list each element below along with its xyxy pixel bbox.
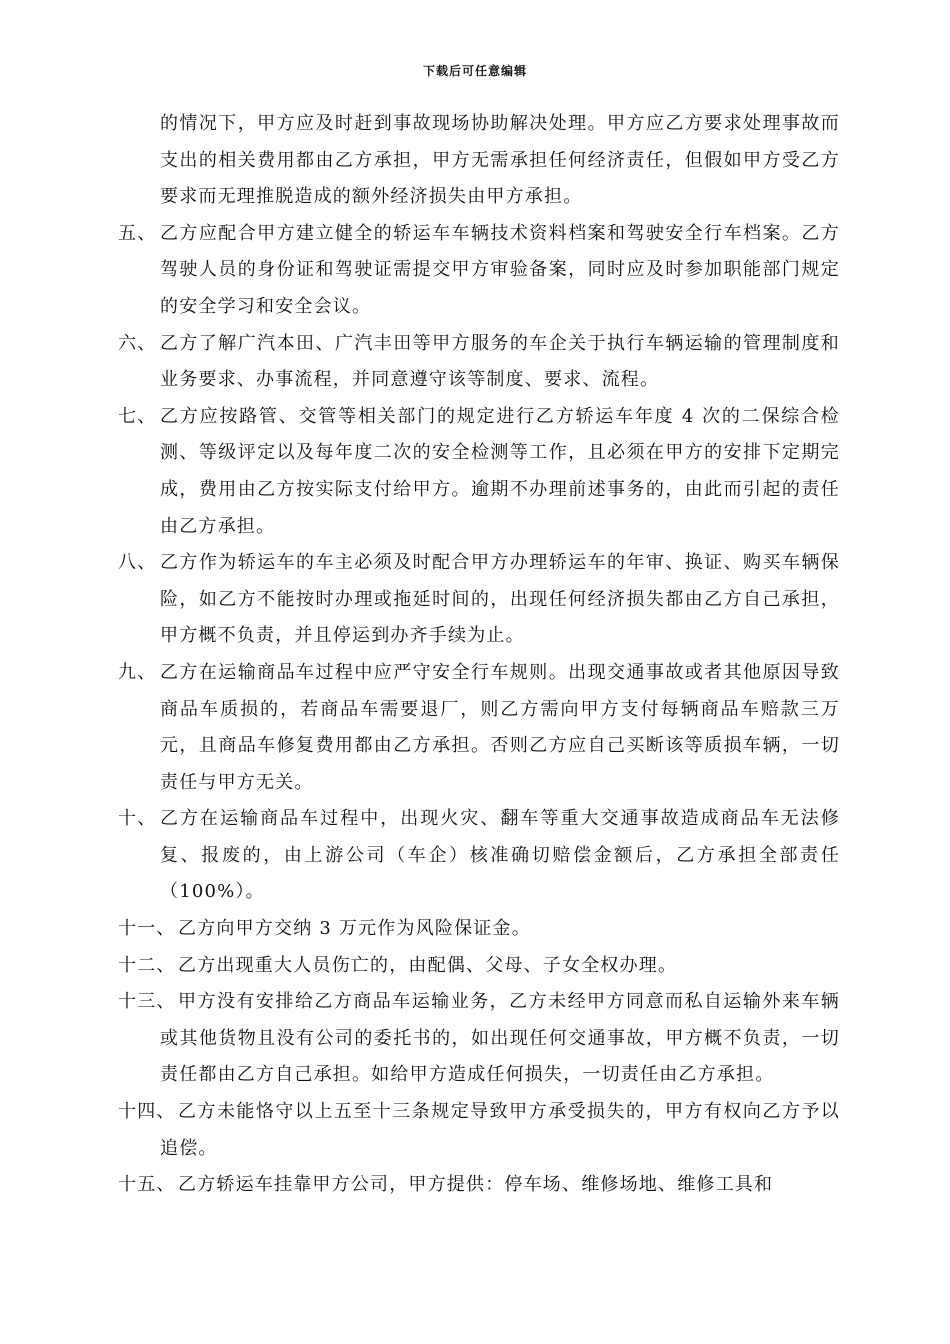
clause-number: 八、 (118, 552, 157, 574)
clause-14 (118, 1094, 840, 1167)
clause-text: 乙方轿运车挂靠甲方公司，甲方提供：停车场、维修场地、维修工具和 (178, 1174, 774, 1196)
clause-continuation (118, 106, 840, 216)
clause-8 (118, 545, 840, 655)
clause-number: 五、 (118, 222, 157, 244)
clause-text: 乙方应按路管、交管等相关部门的规定进行乙方轿运车年度 4 次的二保综合检测、等级评定以及每年度二次的安全检测等工作，且必须在甲方的安排下定期完成，费用由乙方按实际支付给甲方。逾期不办理前述事务的，由此而引起的责任由乙方承担。 (160, 405, 840, 537)
clause-number: 六、 (118, 332, 157, 354)
clause-text: 甲方没有安排给乙方商品车运输业务，乙方未经甲方同意而私自运输外来车辆或其他货物且没有公司的委托书的，如出现任何交通事故，甲方概不负责，一切责任都由乙方自己承担。如给甲方造成任何损失，一切责任由乙方承担。 (160, 991, 840, 1086)
clause-12 (118, 948, 840, 985)
clause-number: 十一、 (118, 918, 176, 940)
clause-number: 七、 (118, 405, 157, 427)
clause-13 (118, 984, 840, 1094)
clause-text: 乙方出现重大人员伤亡的，由配偶、父母、子女全权办理。 (178, 954, 678, 976)
clause-15 (118, 1167, 840, 1204)
clause-text: 乙方在运输商品车过程中，出现火灾、翻车等重大交通事故造成商品车无法修复、报废的，由上游公司（车企）核准确切赔偿金额后，乙方承担全部责任（100%）。 (160, 808, 840, 903)
clause-10 (118, 801, 840, 911)
clause-text: 乙方未能恪守以上五至十三条规定导致甲方承受损失的，甲方有权向乙方予以追偿。 (160, 1101, 840, 1159)
clause-7 (118, 399, 840, 545)
clause-number: 十三、 (118, 991, 176, 1013)
clause-text: 乙方向甲方交纳 3 万元作为风险保证金。 (178, 918, 531, 940)
clause-9 (118, 655, 840, 801)
clause-11 (118, 911, 840, 948)
clause-text: 乙方了解广汽本田、广汽丰田等甲方服务的车企关于执行车辆运输的管理制度和业务要求、办事流程，并同意遵守该等制度、要求、流程。 (160, 332, 840, 391)
page-header: 下载后可任意编辑 (422, 64, 527, 78)
clause-5 (118, 216, 840, 326)
clause-number: 十二、 (118, 954, 176, 976)
clause-number: 十四、 (118, 1101, 176, 1123)
clause-text: 乙方应配合甲方建立健全的轿运车车辆技术资料档案和驾驶安全行车档案。乙方驾驶人员的身份证和驾驶证需提交甲方审验备案，同时应及时参加职能部门规定的安全学习和安全会议。 (160, 222, 840, 317)
document-body (118, 106, 840, 1204)
clause-number: 九、 (118, 661, 157, 683)
clause-6 (118, 326, 840, 399)
clause-number: 十五、 (118, 1174, 176, 1196)
clause-text: 乙方作为轿运车的车主必须及时配合甲方办理轿运车的年审、换证、购买车辆保险，如乙方不能按时办理或拖延时间的，出现任何经济损失都由乙方自己承担，甲方概不负责，并且停运到办齐手续为止。 (160, 552, 840, 647)
clause-text: 的情况下，甲方应及时赶到事故现场协助解决处理。甲方应乙方要求处理事故而支出的相关费用都由乙方承担，甲方无需承担任何经济责任，但假如甲方受乙方要求而无理推脱造成的额外经济损失由甲方承担。 (160, 113, 840, 208)
clause-text: 乙方在运输商品车过程中应严守安全行车规则。出现交通事故或者其他原因导致商品车质损的，若商品车需要退厂，则乙方需向甲方支付每辆商品车赔款三万元，且商品车修复费用都由乙方承担。否则乙方应自己买断该等质损车辆，一切责任与甲方无关。 (160, 661, 840, 793)
clause-number: 十、 (118, 808, 157, 830)
